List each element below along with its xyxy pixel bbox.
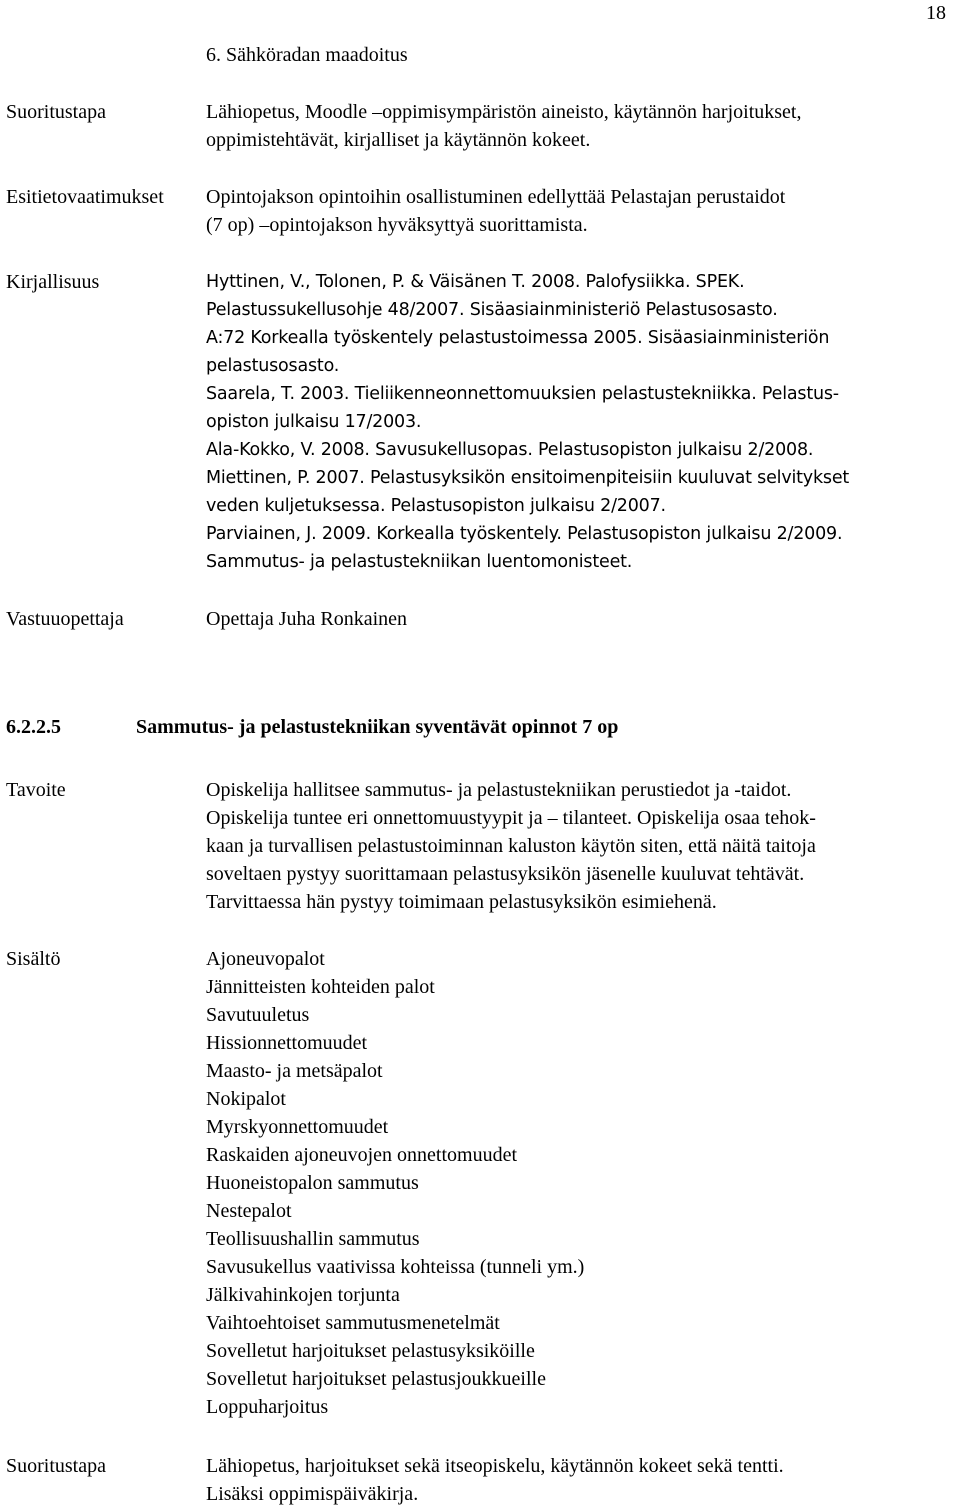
tavoite-line: Tarvittaessa hän pystyy toimimaan pelastusyksikön esimiehenä.	[206, 891, 717, 913]
kirjallisuus-line: A:72 Korkealla työskentely pelastustoimessa 2005. Sisäasiainministeriön	[206, 328, 830, 348]
kirjallisuus-line: veden kuljetuksessa. Pelastusopiston julkaisu 2/2007.	[206, 496, 666, 516]
kirjallisuus-line: Miettinen, P. 2007. Pelastusyksikön ensitoimenpiteisiin kuuluvat selvitykset	[206, 468, 850, 488]
tavoite-line: soveltaen pystyy suorittamaan pelastusyksikön jäsenelle kuuluvat tehtävät.	[206, 863, 805, 885]
sisalto-item: Nokipalot	[206, 1088, 286, 1110]
esitietovaatimukset-label: Esitietovaatimukset	[6, 186, 164, 208]
sisalto-label: Sisältö	[6, 948, 61, 970]
sisalto-item: Huoneistopalon sammutus	[206, 1172, 419, 1194]
kirjallisuus-line: Ala-Kokko, V. 2008. Savusukellusopas. Pelastusopiston julkaisu 2/2008.	[206, 440, 814, 460]
suoritustapa-line: Lähiopetus, harjoitukset sekä itseopiskelu, käytännön kokeet sekä tentti.	[206, 1455, 784, 1477]
vastuuopettaja-label: Vastuuopettaja	[6, 608, 124, 630]
sisalto-item: Maasto- ja metsäpalot	[206, 1060, 383, 1082]
kirjallisuus-line: Sammutus- ja pelastustekniikan luentomonisteet.	[206, 552, 633, 572]
sisalto-item: Teollisuushallin sammutus	[206, 1228, 420, 1250]
sisalto-item: Jälkivahinkojen torjunta	[206, 1284, 400, 1306]
course-number: 6.2.2.5	[6, 716, 61, 738]
sisalto-item: Nestepalot	[206, 1200, 292, 1222]
sisalto-item: Loppuharjoitus	[206, 1396, 329, 1418]
esitietovaatimukset-line: (7 op) –opintojakson hyväksyttyä suorittamista.	[206, 214, 588, 236]
suoritustapa-line: Lähiopetus, Moodle –oppimisympäristön aineisto, käytännön harjoitukset,	[206, 101, 802, 123]
sisalto-item: Hissionnettomuudet	[206, 1032, 368, 1054]
vastuuopettaja-value: Opettaja Juha Ronkainen	[206, 608, 408, 630]
sisalto-item: Raskaiden ajoneuvojen onnettomuudet	[206, 1144, 518, 1166]
sisalto-item: Myrskyonnettomuudet	[206, 1116, 389, 1138]
page-number: 18	[926, 2, 946, 24]
suoritustapa-line: oppimistehtävät, kirjalliset ja käytännön kokeet.	[206, 129, 591, 151]
suoritustapa-label: Suoritustapa	[6, 1455, 106, 1477]
sisalto-item: Savusukellus vaativissa kohteissa (tunneli ym.)	[206, 1256, 585, 1278]
kirjallisuus-line: Hyttinen, V., Tolonen, P. & Väisänen T. 2008. Palofysiikka. SPEK.	[206, 272, 745, 292]
suoritustapa-line: Lisäksi oppimispäiväkirja.	[206, 1483, 419, 1505]
kirjallisuus-line: opiston julkaisu 17/2003.	[206, 412, 422, 432]
sisalto-item: Sovelletut harjoitukset pelastusjoukkueille	[206, 1368, 546, 1390]
course-title: Sammutus- ja pelastustekniikan syventävät opinnot 7 op	[136, 716, 619, 738]
sisalto-item: Jännitteisten kohteiden palot	[206, 976, 435, 998]
kirjallisuus-line: Pelastussukellusohje 48/2007. Sisäasiainministeriö Pelastusosasto.	[206, 300, 778, 320]
sisalto-item: Sovelletut harjoitukset pelastusyksiköille	[206, 1340, 535, 1362]
section-title: 6. Sähköradan maadoitus	[206, 44, 408, 66]
sisalto-item: Savutuuletus	[206, 1004, 310, 1026]
suoritustapa-label: Suoritustapa	[6, 101, 106, 123]
sisalto-item: Vaihtoehtoiset sammutusmenetelmät	[206, 1312, 500, 1334]
kirjallisuus-line: pelastusosasto.	[206, 356, 340, 376]
kirjallisuus-line: Parviainen, J. 2009. Korkealla työskentely. Pelastusopiston julkaisu 2/2009.	[206, 524, 843, 544]
tavoite-line: kaan ja turvallisen pelastustoiminnan kaluston käytön siten, että näitä taitoja	[206, 835, 816, 857]
course-heading	[6, 713, 619, 741]
kirjallisuus-line: Saarela, T. 2003. Tieliikenneonnettomuuksien pelastustekniikka. Pelastus-	[206, 384, 839, 404]
sisalto-item: Ajoneuvopalot	[206, 948, 325, 970]
esitietovaatimukset-line: Opintojakson opintoihin osallistuminen edellyttää Pelastajan perustaidot	[206, 186, 786, 208]
tavoite-line: Opiskelija tuntee eri onnettomuustyypit ja – tilanteet. Opiskelija osaa tehok-	[206, 807, 816, 829]
kirjallisuus-label: Kirjallisuus	[6, 271, 100, 293]
tavoite-label: Tavoite	[6, 779, 66, 801]
tavoite-line: Opiskelija hallitsee sammutus- ja pelastustekniikan perustiedot ja -taidot.	[206, 779, 792, 801]
